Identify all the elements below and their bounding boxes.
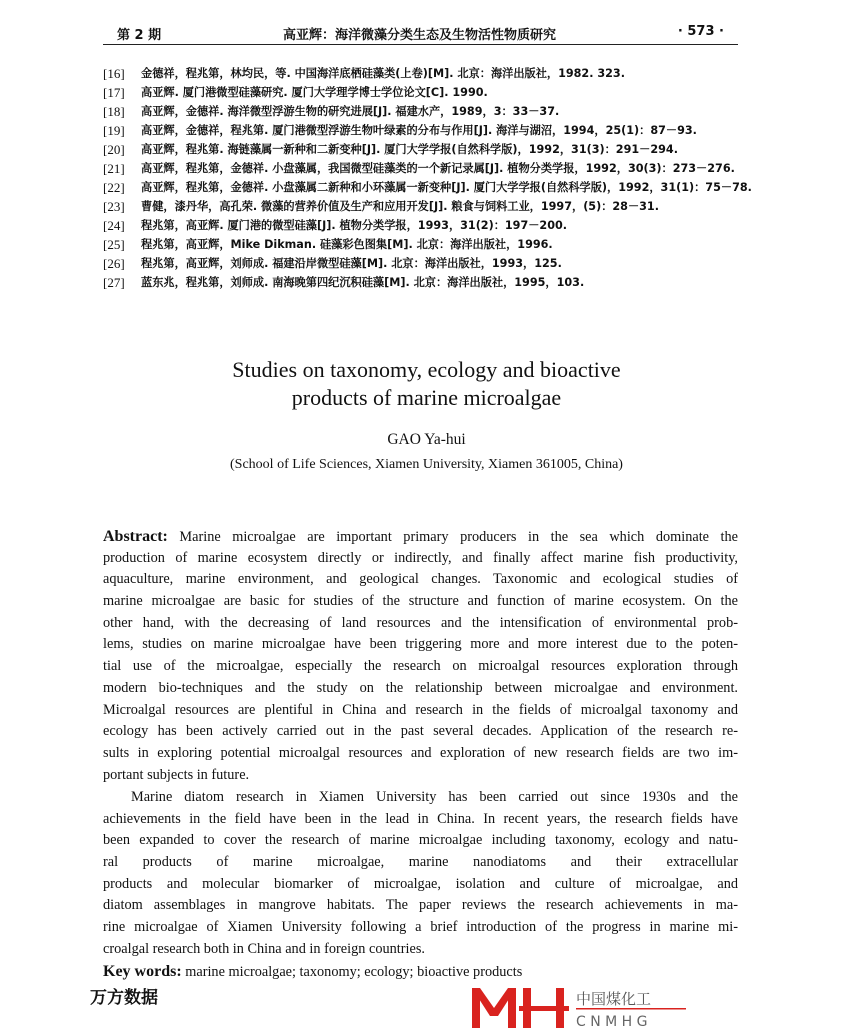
paragraph-line: been expanded to cover the research of marine microalgae including taxonomy, ecology and natu-	[103, 832, 738, 849]
reference-number: [23]	[103, 199, 125, 214]
reference-item	[103, 121, 753, 140]
reference-text: 程兆第，高亚辉，Mike Dikman. 硅藻彩色图集[M]. 北京：海洋出版社，1996.	[141, 238, 553, 251]
reference-number: [16]	[103, 66, 125, 81]
running-title: 高亚辉：海洋微藻分类生态及生物活性物质研究	[283, 28, 557, 43]
reference-number: [24]	[103, 218, 125, 233]
abstract-line: aquaculture, marine environment, and geological changes. Taxonomic and ecological studies of	[103, 571, 738, 588]
reference-item	[103, 254, 753, 273]
paragraph-line: products and molecular biomarker of microalgae, isolation and culture of microalgae, and	[103, 875, 738, 892]
abstract-line	[103, 526, 738, 548]
reference-item	[103, 64, 753, 83]
watermark-en: C N M H G	[576, 1014, 648, 1028]
abstract-line: other hand, with the decreasing of land resources and the intensification of environmental prob-	[103, 614, 738, 631]
reference-text: 高亚辉，程兆第，金德祥. 小盘藻属，我国微型硅藻类的一个新记录属[J]. 植物分类学报，1992，30(3)：273－276.	[141, 162, 735, 175]
reference-text: 金德祥，程兆第，林均民，等. 中国海洋底栖硅藻类(上卷)[M]. 北京：海洋出版社，1982. 323.	[141, 67, 625, 80]
abstract-line: Microalgal resources are plentiful in China and research in the fields of microalgal taxonomy and	[103, 701, 738, 718]
reference-number: [19]	[103, 123, 125, 138]
reference-list	[103, 64, 753, 292]
reference-item	[103, 197, 753, 216]
reference-text: 曹健，漆丹华，高孔荣. 微藻的营养价值及生产和应用开发[J]. 粮食与饲料工业，1997，(5)：28－31.	[141, 200, 659, 213]
affiliation: (School of Life Sciences, Xiamen University, Xiamen 361005, China)	[230, 457, 623, 472]
reference-text: 高亚辉，程兆第，金德祥. 小盘藻属二新种和小环藻属一新变种[J]. 厦门大学学报(自然科学版)，1992，31(1)：75－78.	[141, 181, 752, 194]
mh-logo-icon	[470, 988, 740, 1028]
cnmhg-watermark	[470, 988, 740, 1028]
paragraph-line: croalgal research both in China and in foreign countries.	[103, 940, 425, 957]
reference-number: [25]	[103, 237, 125, 252]
abstract-line: lems, studies on marine microalgae have been triggering more and more interest due to the poten-	[103, 636, 738, 653]
paragraph-line: rine microalgae of Xiamen University following a brief introduction of the progress in marine mi-	[103, 919, 738, 936]
reference-item	[103, 273, 753, 292]
title-line: products of marine microalgae	[291, 385, 562, 410]
reference-text: 程兆第，高亚辉，刘师成. 福建沿岸微型硅藻[M]. 北京：海洋出版社，1993，125.	[141, 257, 562, 270]
abstract-label: Abstract:	[103, 528, 168, 545]
keywords-text: marine microalgae; taxonomy; ecology; bioactive products	[185, 964, 523, 980]
reference-number: [20]	[103, 142, 125, 157]
reference-text: 程兆第，高亚辉. 厦门港的微型硅藻[J]. 植物分类学报，1993，31(2)：197－200.	[141, 219, 568, 232]
paragraph-line: diatom assemblages in mangrove habitats. The paper reviews the research achievements in ma-	[103, 897, 738, 914]
paragraph-line: Marine diatom research in Xiamen University has been carried out since 1930s and the	[131, 789, 738, 805]
issue-number: 第 2 期	[117, 28, 162, 43]
abstract-paragraph-2	[103, 787, 738, 961]
keywords-label: Key words:	[103, 963, 182, 980]
paper-title	[0, 356, 853, 412]
abstract-line: marine microalgae are basic for studies of the structure and function of marine ecosystem. On the	[103, 593, 738, 610]
title-line: Studies on taxonomy, ecology and bioactive	[232, 357, 621, 382]
reference-item	[103, 159, 753, 178]
abstract-line: tial use of the microalgae, especially the research on microalgal resources exploration through	[103, 658, 738, 675]
reference-text: 高亚辉，程兆第. 海链藻属一新种和二新变种[J]. 厦门大学学报(自然科学版)，1992，31(3)：291－294.	[141, 143, 678, 156]
reference-item	[103, 102, 753, 121]
abstract-line: production of marine ecosystem directly or indirectly, and finally affect marine fish productivity,	[103, 549, 738, 566]
reference-number: [22]	[103, 180, 125, 195]
reference-number: [21]	[103, 161, 125, 176]
reference-number: [18]	[103, 104, 125, 119]
abstract-line: ecology has been actively carried out in the past several decades. Application of the research re-	[103, 723, 738, 740]
reference-text: 高亚辉，金德祥，程兆第. 厦门港微型浮游生物叶绿素的分布与作用[J]. 海洋与湖沼，1994，25(1)：87－93.	[141, 124, 697, 137]
reference-item	[103, 83, 753, 102]
abstract	[103, 526, 738, 786]
keywords	[103, 961, 738, 983]
reference-number: [27]	[103, 275, 125, 290]
abstract-line: portant subjects in future.	[103, 766, 250, 783]
wanfang-watermark: 万方数据	[90, 988, 158, 1008]
reference-item	[103, 178, 753, 197]
paragraph-line: achievements in the field have been in the lead in China. In recent years, the research fields have	[103, 810, 738, 827]
author: GAO Ya-hui	[387, 431, 466, 448]
running-header	[103, 20, 738, 45]
reference-number: [26]	[103, 256, 125, 271]
watermark-cn: 中国煤化工	[576, 990, 652, 1008]
reference-text: 高亚辉，金德祥. 海洋微型浮游生物的研究进展[J]. 福建水产，1989，3：33－37.	[141, 105, 560, 118]
reference-text: 蓝东兆，程兆第，刘师成. 南海晚第四纪沉积硅藻[M]. 北京：海洋出版社，1995，103.	[141, 276, 585, 289]
reference-item	[103, 216, 753, 235]
reference-item	[103, 140, 753, 159]
abstract-line: sults in exploring potential microalgal resources and exploration of new research fields are two im-	[103, 744, 738, 761]
reference-text: 高亚辉. 厦门港微型硅藻研究. 厦门大学理学博士学位论文[C]. 1990.	[141, 86, 488, 99]
paragraph-line: ral products of marine microalgae, marine nanodiatoms and their extracellular	[103, 854, 738, 871]
reference-number: [17]	[103, 85, 125, 100]
reference-item	[103, 235, 753, 254]
abstract-text: Marine microalgae are important primary producers in the sea which dominate the	[179, 529, 739, 545]
page-number: · 573 ·	[677, 24, 724, 39]
abstract-line: modern bio-techniques and the study on the relationship between microalgae and environment.	[103, 679, 738, 696]
